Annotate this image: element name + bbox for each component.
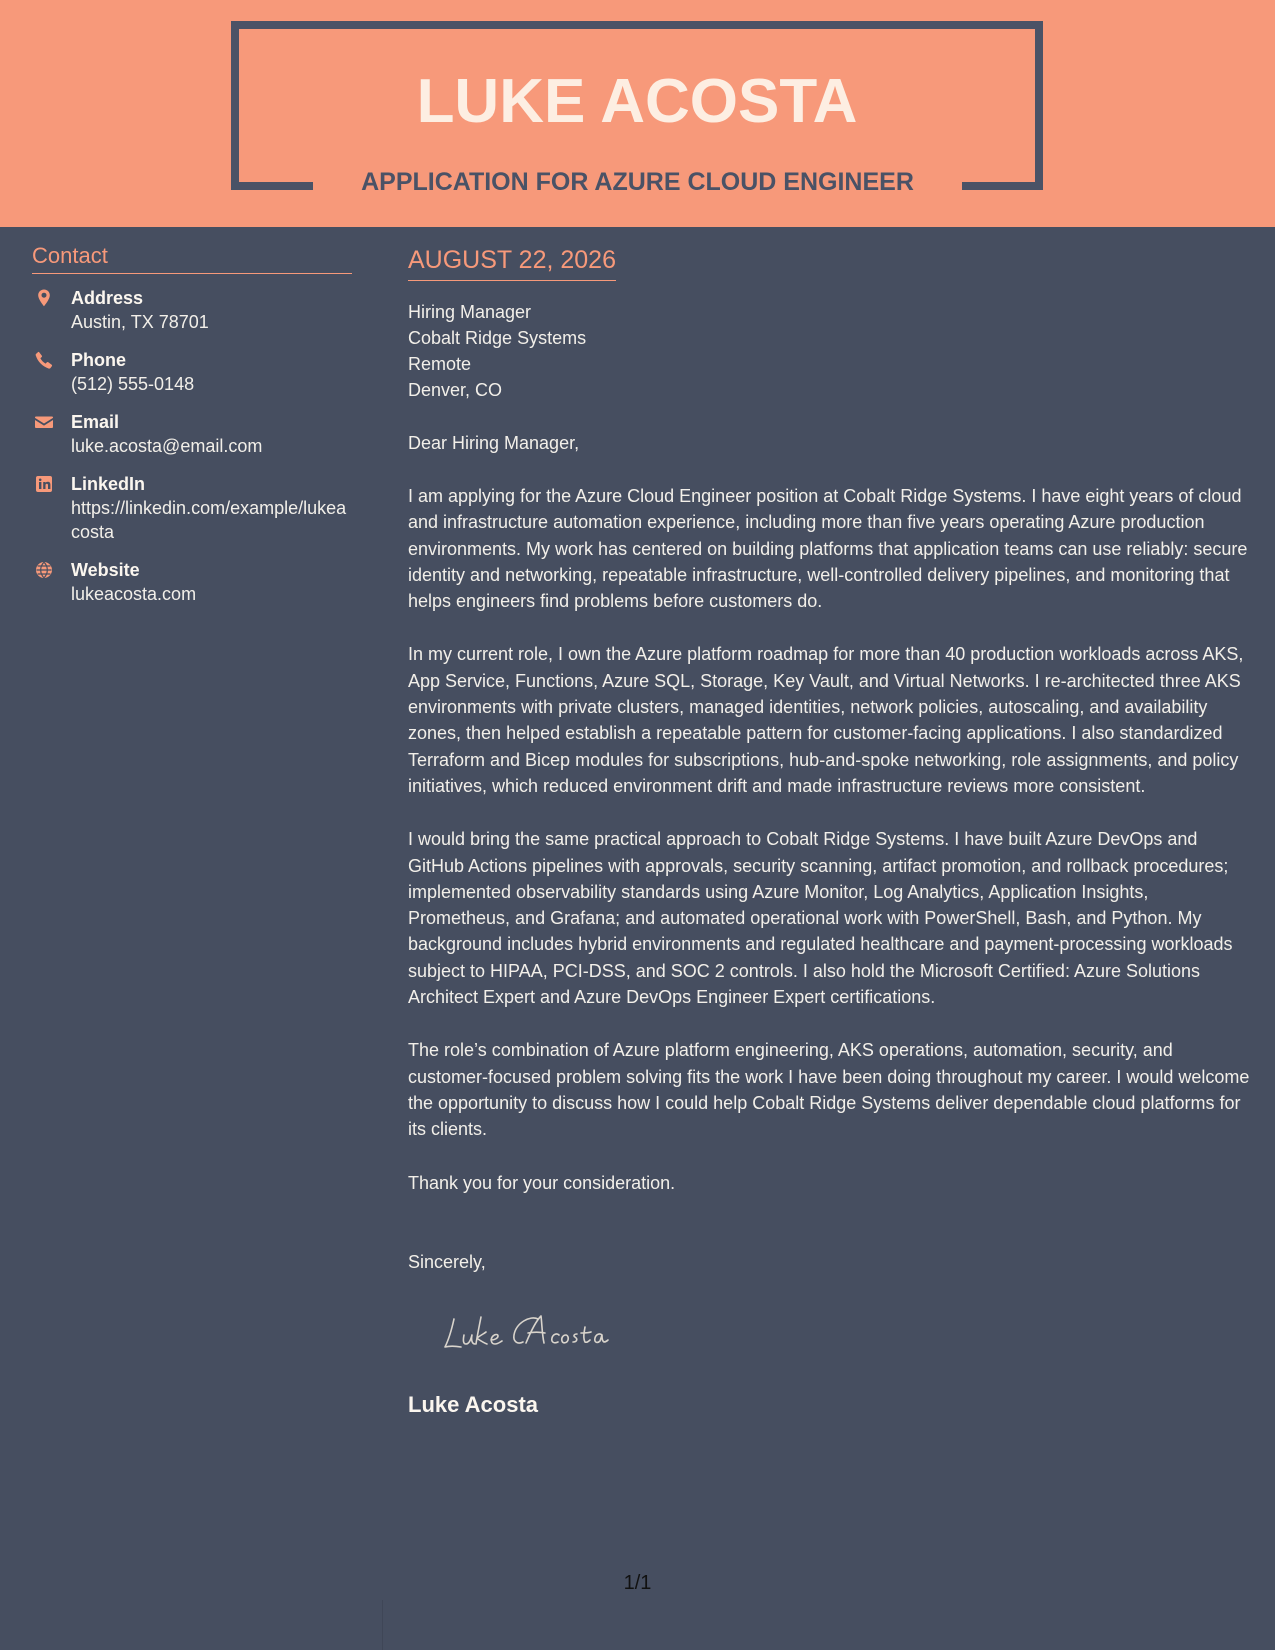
application-title: APPLICATION FOR AZURE CLOUD ENGINEER — [361, 168, 914, 196]
salutation: Dear Hiring Manager, — [408, 433, 580, 453]
contact-value[interactable]: luke.acosta@email.com — [71, 436, 263, 456]
contact-item-phone — [32, 348, 352, 396]
handwritten-signature — [440, 1305, 640, 1363]
closing-line: Sincerely, — [408, 1251, 486, 1272]
column-divider — [382, 1600, 383, 1650]
contact-label: Phone — [71, 350, 127, 370]
recipient-line: Denver, CO — [408, 380, 503, 400]
contact-heading: Contact — [32, 240, 352, 274]
contact-item-linkedin — [32, 472, 352, 544]
contact-item-address — [32, 286, 352, 334]
envelope-icon — [34, 412, 54, 432]
contact-value[interactable]: lukeacosta.com — [71, 584, 197, 604]
letter-body — [408, 244, 1253, 1420]
letter-date: AUGUST 22, 2026 — [408, 244, 616, 281]
contact-label: Address — [71, 288, 144, 308]
letter-paragraph: In my current role, I own the Azure platform roadmap for more than 40 production workloads across AKS, App Service, Functions, Azure SQL, Storage, Key Vault, and Virtual Networks. I re-architected three AKS environments with private clusters, managed identities, network policies, autoscaling, and availability zones, then helped establish a repeatable pattern for customer-facing applications. I also standardized Terraform and Bicep modules for subscriptions, hub-and-spoke networking, role assignments, and policy initiatives, which reduced environment drift and made infrastructure reviews more consistent. — [408, 644, 1244, 796]
recipient-line: Remote — [408, 354, 472, 374]
location-pin-icon — [34, 288, 54, 308]
contact-item-email — [32, 410, 352, 458]
header-frame-foot-right — [962, 182, 1043, 190]
header-banner — [0, 0, 1275, 227]
thanks-line: Thank you for your consideration. — [408, 1172, 676, 1193]
contact-label: Website — [71, 560, 140, 580]
recipient-line: Cobalt Ridge Systems — [408, 328, 587, 348]
phone-icon — [34, 350, 54, 370]
contact-value[interactable]: https://linkedin.com/example/lukeacosta — [71, 498, 347, 542]
contact-value: (512) 555-0148 — [71, 374, 195, 394]
recipient-block — [408, 299, 1253, 403]
letter-paragraph: I would bring the same practical approach to Cobalt Ridge Systems. I have built Azure DevOps and GitHub Actions pipelines with approvals, security scanning, artifact promotion, and rollback procedures; implemented observability standards using Azure Monitor, Log Analytics, Application Insights, Prometheus, and Grafana; and automated operational work with PowerShell, Bash, and Python. My background includes hybrid environments and regulated healthcare and payment-processing workloads subject to HIPAA, PCI-DSS, and SOC 2 controls. I also hold the Microsoft Certified: Azure Solutions Architect Expert and Azure DevOps Engineer Expert certifications. — [408, 829, 1233, 1008]
signed-name: Luke Acosta — [408, 1391, 539, 1417]
header-frame-foot-left — [231, 182, 313, 190]
contact-item-website — [32, 558, 352, 606]
globe-icon — [34, 560, 54, 580]
recipient-line: Hiring Manager — [408, 302, 532, 322]
contact-label: Email — [71, 412, 120, 432]
contact-list — [32, 286, 352, 606]
contact-sidebar — [32, 240, 352, 620]
contact-value: Austin, TX 78701 — [71, 312, 209, 332]
page-number: 1/1 — [623, 1572, 652, 1594]
letter-paragraph: I am applying for the Azure Cloud Engineer position at Cobalt Ridge Systems. I have eight years of cloud and infrastructure automation experience, including more than five years operating Azure production environments. My work has centered on building platforms that application teams can use reliably: secure identity and networking, repeatable infrastructure, well-controlled delivery pipelines, and monitoring that helps engineers find problems before customers do. — [408, 486, 1248, 612]
linkedin-icon — [34, 474, 54, 494]
letter-paragraph: The role’s combination of Azure platform engineering, AKS operations, automation, security, and customer-focused problem solving fits the work I have been doing throughout my career. I would welcome the opportunity to discuss how I could help Cobalt Ridge Systems deliver dependable cloud platforms for its clients. — [408, 1040, 1250, 1140]
applicant-name: LUKE ACOSTA — [416, 67, 858, 136]
contact-label: LinkedIn — [71, 474, 146, 494]
